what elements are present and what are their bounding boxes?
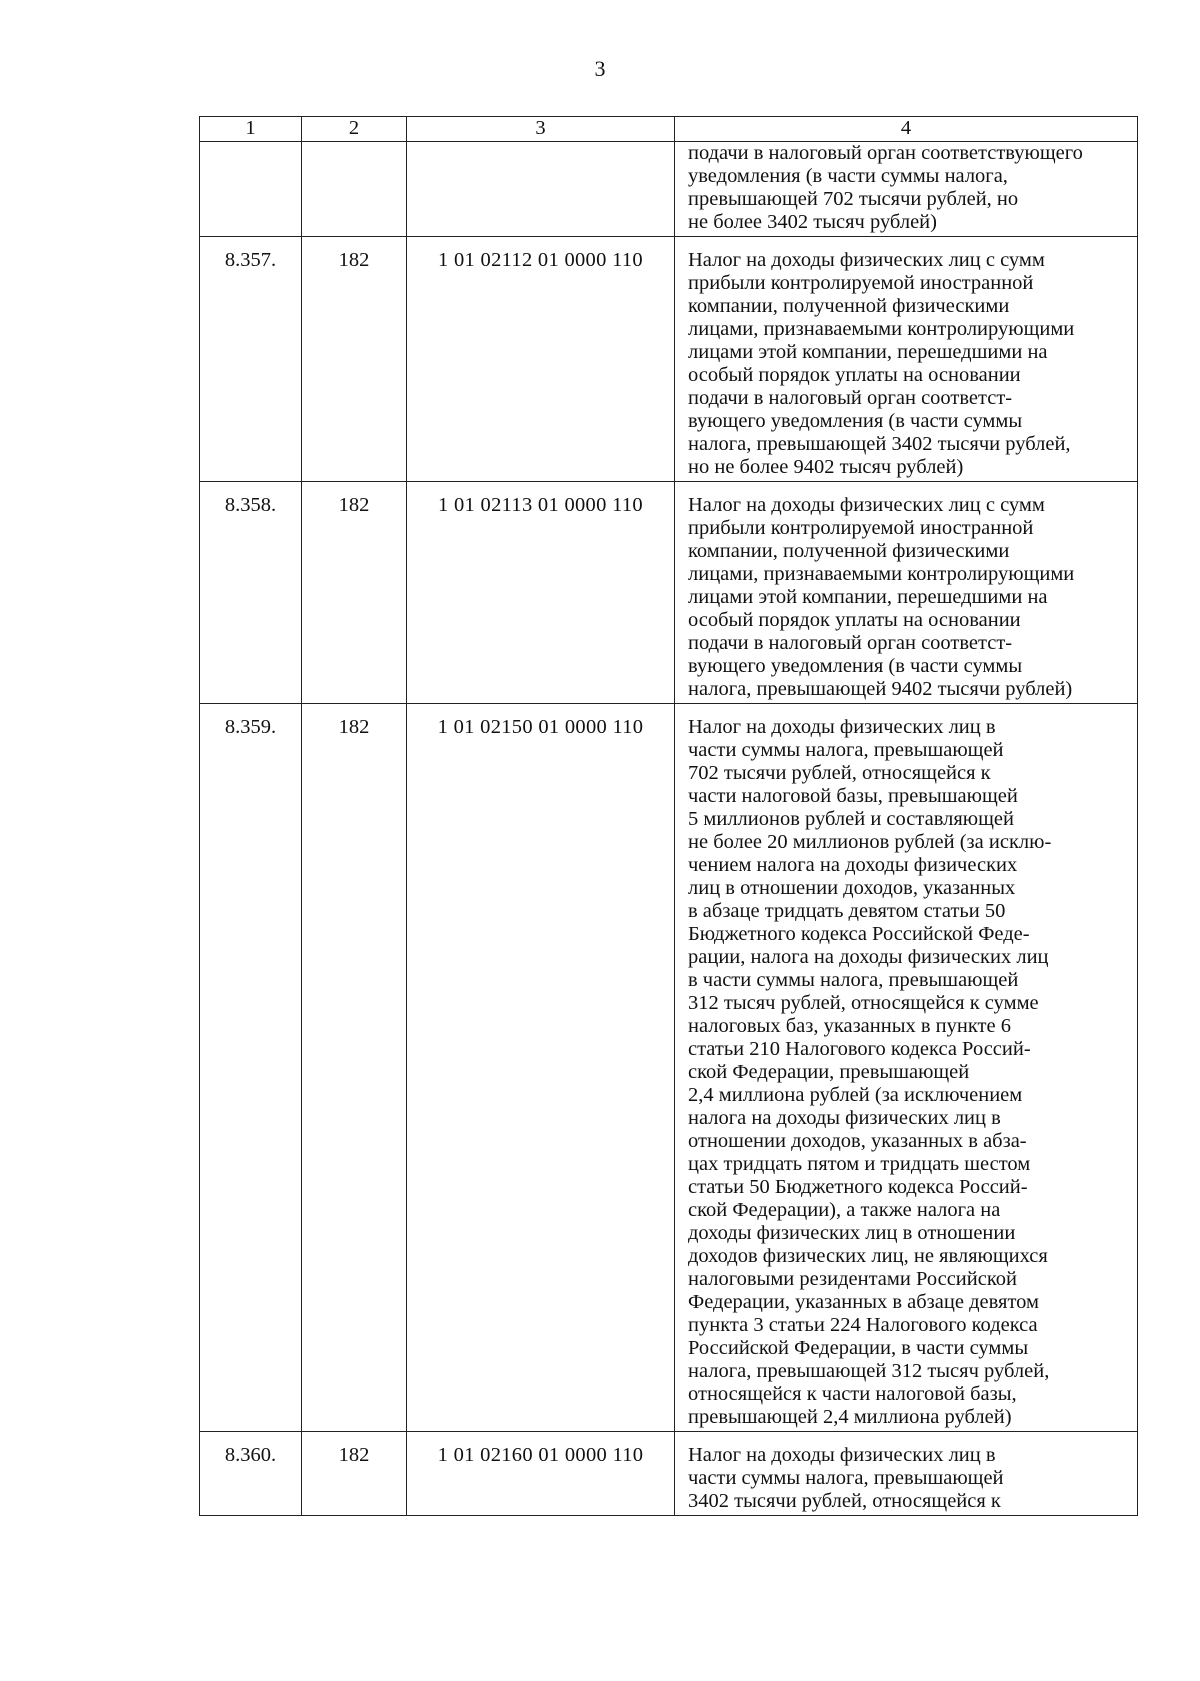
- description-line: доходов физических лиц, не являющихся: [688, 1245, 1048, 1267]
- description-line: цах тридцать пятом и тридцать шестом: [688, 1153, 1031, 1175]
- description-line: отношении доходов, указанных в абза-: [688, 1130, 1027, 1152]
- administrator-code: 182: [302, 237, 407, 482]
- description-line: Российской Федерации, в части суммы: [688, 1337, 1029, 1359]
- description-line: доходы физических лиц в отношении: [688, 1222, 1016, 1244]
- table-row: [200, 237, 1138, 482]
- description-line: вующего уведомления (в части суммы: [688, 410, 1023, 432]
- budget-code-table: [199, 116, 1138, 1516]
- description-line: части суммы налога, превышающей: [688, 739, 1004, 761]
- description-line: но не более 9402 тысяч рублей): [688, 456, 964, 478]
- description-line: в части суммы налога, превышающей: [688, 969, 1019, 991]
- column-header: 3: [407, 117, 675, 142]
- empty-cell: [407, 142, 675, 237]
- description-line: налоговыми резидентами Российской: [688, 1268, 1017, 1290]
- description-line: не более 20 миллионов рублей (за исклю-: [688, 831, 1052, 853]
- description-line: вующего уведомления (в части суммы: [688, 655, 1023, 677]
- column-header: 1: [200, 117, 302, 142]
- description-line: налоговых баз, указанных в пункте 6: [688, 1015, 1011, 1037]
- description-line: не более 3402 тысяч рублей): [688, 211, 937, 233]
- description-line: рации, налога на доходы физических лиц: [688, 946, 1049, 968]
- budget-classification-code: 1 01 02112 01 0000 110: [407, 237, 675, 482]
- description-line: прибыли контролируемой иностранной: [688, 272, 1034, 294]
- description-cell: [675, 142, 1138, 237]
- description-line: превышающей 2,4 миллиона рублей): [688, 1406, 1012, 1428]
- row-number: 8.360.: [200, 1432, 302, 1516]
- description-line: подачи в налоговый орган соответст-: [688, 387, 1013, 409]
- description-line: статьи 210 Налогового кодекса Россий-: [688, 1038, 1031, 1060]
- description-line: Налог на доходы физических лиц в: [688, 716, 996, 738]
- description-line: 2,4 миллиона рублей (за исключением: [688, 1084, 1023, 1106]
- description-line: компании, полученной физическими: [688, 540, 1010, 562]
- description-line: лицами, признаваемыми контролирующими: [688, 318, 1075, 340]
- description-line: ской Федерации), а также налога на: [688, 1199, 1001, 1221]
- description-line: уведомления (в части суммы налога,: [688, 165, 1008, 187]
- description-line: налога на доходы физических лиц в: [688, 1107, 1001, 1129]
- description-line: подачи в налоговый орган соответст-: [688, 632, 1013, 654]
- description-line: особый порядок уплаты на основании: [688, 609, 1021, 631]
- description-line: Бюджетного кодекса Российской Феде-: [688, 923, 1030, 945]
- table-row: [200, 704, 1138, 1432]
- description-line: компании, полученной физическими: [688, 295, 1010, 317]
- description-line: Налог на доходы физических лиц с сумм: [688, 494, 1045, 516]
- column-header: 2: [302, 117, 407, 142]
- budget-classification-code: 1 01 02113 01 0000 110: [407, 482, 675, 704]
- table-row: [200, 1432, 1138, 1516]
- description-line: в абзаце тридцать девятом статьи 50: [688, 900, 1006, 922]
- budget-classification-code: 1 01 02150 01 0000 110: [407, 704, 675, 1432]
- description-line: лицами этой компании, перешедшими на: [688, 586, 1048, 608]
- empty-cell: [302, 142, 407, 237]
- empty-cell: [200, 142, 302, 237]
- row-number: 8.357.: [200, 237, 302, 482]
- description-line: части суммы налога, превышающей: [688, 1467, 1004, 1489]
- description-line: лицами, признаваемыми контролирующими: [688, 563, 1075, 585]
- description-cell: [675, 482, 1138, 704]
- row-number: 8.358.: [200, 482, 302, 704]
- description-line: Федерации, указанных в абзаце девятом: [688, 1291, 1039, 1313]
- column-header: 4: [675, 117, 1138, 142]
- budget-classification-code: 1 01 02160 01 0000 110: [407, 1432, 675, 1516]
- table-header-row: [200, 117, 1138, 142]
- description-line: налога, превышающей 3402 тысячи рублей,: [688, 433, 1071, 455]
- description-line: налога, превышающей 312 тысяч рублей,: [688, 1360, 1050, 1382]
- description-line: особый порядок уплаты на основании: [688, 364, 1021, 386]
- description-line: пункта 3 статьи 224 Налогового кодекса: [688, 1314, 1038, 1336]
- continuation-row: [200, 142, 1138, 237]
- description-cell: [675, 237, 1138, 482]
- administrator-code: 182: [302, 1432, 407, 1516]
- description-cell: [675, 704, 1138, 1432]
- description-line: 312 тысяч рублей, относящейся к сумме: [688, 992, 1039, 1014]
- description-line: чением налога на доходы физических: [688, 854, 1018, 876]
- description-line: части налоговой базы, превышающей: [688, 785, 1018, 807]
- description-line: 3402 тысячи рублей, относящейся к: [688, 1490, 1001, 1512]
- description-cell: [675, 1432, 1138, 1516]
- description-line: 5 миллионов рублей и составляющей: [688, 808, 1014, 830]
- administrator-code: 182: [302, 704, 407, 1432]
- description-line: лиц в отношении доходов, указанных: [688, 877, 1016, 899]
- description-line: подачи в налоговый орган соответствующего: [688, 142, 1083, 164]
- description-line: Налог на доходы физических лиц в: [688, 1444, 996, 1466]
- description-line: статьи 50 Бюджетного кодекса Россий-: [688, 1176, 1028, 1198]
- description-line: относящейся к части налоговой базы,: [688, 1383, 1017, 1405]
- page-number: 3: [594, 56, 606, 81]
- description-line: превышающей 702 тысячи рублей, но: [688, 188, 1019, 210]
- description-line: Налог на доходы физических лиц с сумм: [688, 249, 1045, 271]
- description-line: лицами этой компании, перешедшими на: [688, 341, 1048, 363]
- row-number: 8.359.: [200, 704, 302, 1432]
- table-row: [200, 482, 1138, 704]
- administrator-code: 182: [302, 482, 407, 704]
- description-line: ской Федерации, превышающей: [688, 1061, 970, 1083]
- description-line: прибыли контролируемой иностранной: [688, 517, 1034, 539]
- description-line: налога, превышающей 9402 тысячи рублей): [688, 678, 1073, 700]
- description-line: 702 тысячи рублей, относящейся к: [688, 762, 991, 784]
